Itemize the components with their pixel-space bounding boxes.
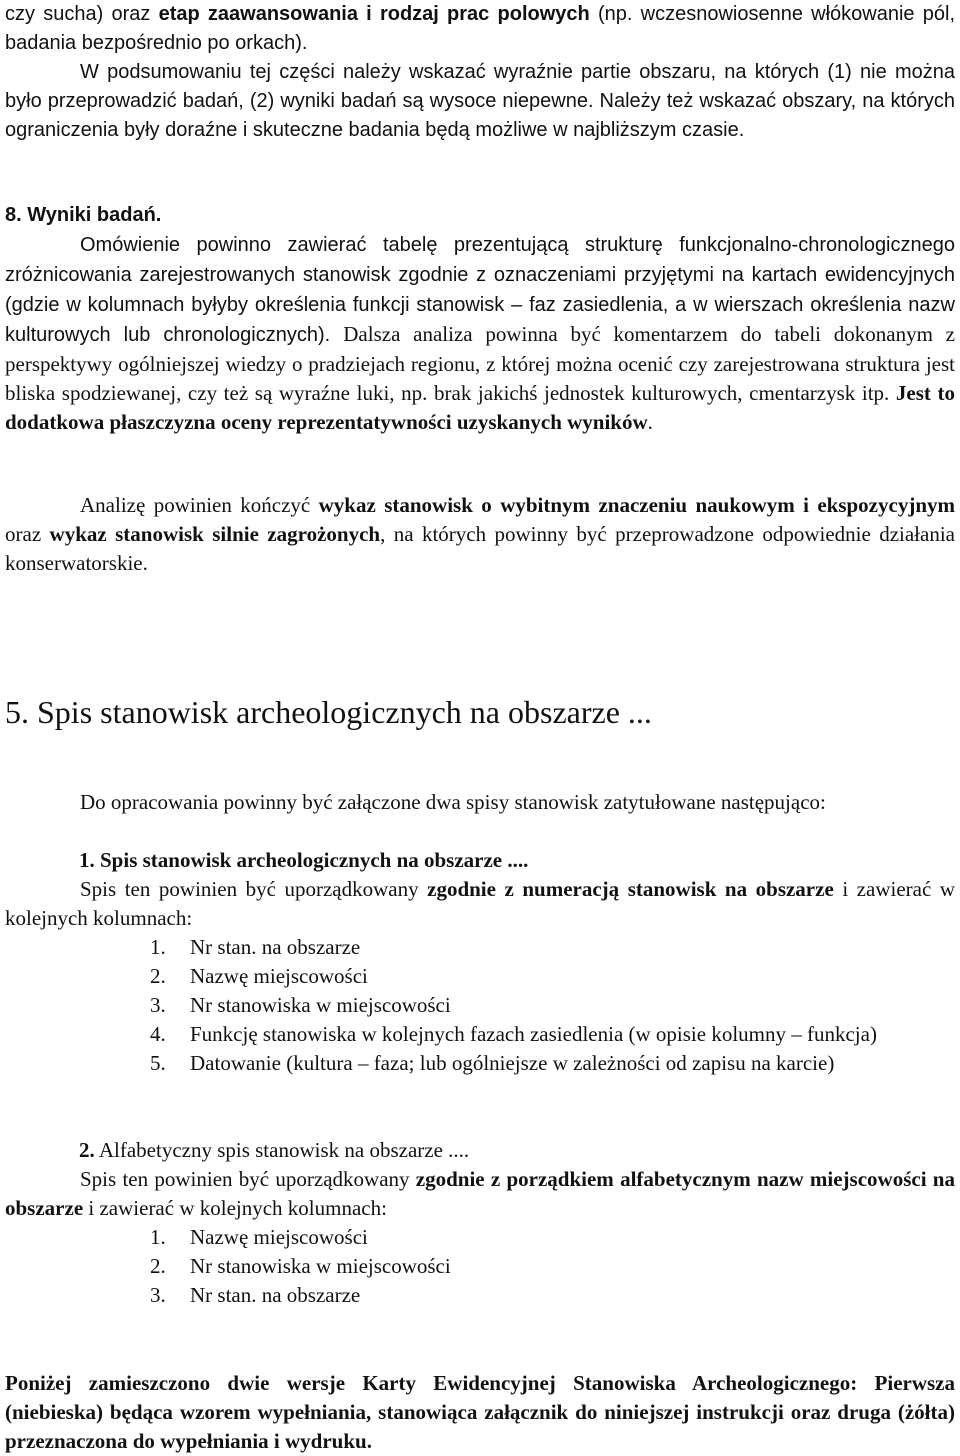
list-2-desc-end: i zawierać w kolejnych kolumnach: <box>83 1196 387 1220</box>
section-5-heading: 5. Spis stanowisk archeologicznych na obszarze ... <box>5 694 652 730</box>
intro-text: czy sucha) oraz <box>5 3 159 25</box>
footer-note <box>5 1369 955 1456</box>
list-item: 1. Nazwę miejscowości <box>150 1225 368 1249</box>
analysis-bold-1: wykaz stanowisk o wybitnym znaczeniu naukowym i ekspozycyjnym <box>318 493 955 517</box>
intro-text-end: (np. wczesnowiosenne włókowanie pól, badania bezpośrednio po orkach). <box>5 3 956 54</box>
results-text-serif: Dalsza analiza powinna być komentarzem do tabeli dokonanym z perspektywy ogólniejszej wiedzy o pradziejach regionu, z której można ocenić czy zarejestrowana struktura jest bliska spodziewanej, czy też są wyraźne luki, np. brak jakichś jednostek kulturowych, cmentarzysk itp. <box>5 322 955 405</box>
analysis-bold-2: wykaz stanowisk silnie zagrożonych <box>49 522 381 546</box>
section-8-heading <box>5 201 955 230</box>
intro-paragraph <box>5 0 955 58</box>
list-2-description <box>5 1165 955 1223</box>
list-1-description <box>5 875 955 933</box>
intro-bold: etap zaawansowania i rodzaj prac polowych <box>158 3 590 25</box>
list-item: 4. Funkcję stanowiska w kolejnych fazach zasiedlenia (w opisie kolumny – funkcja) <box>150 1022 877 1046</box>
list-2-columns <box>0 1223 955 1310</box>
footer-note-text: Poniżej zamieszczono dwie wersje Karty Ewidencyjnej Stanowiska Archeologicznego: Pierwsza (niebieska) będąca wzorem wypełniania, stanowiąca załącznik do niniejszej instrukcji oraz druga (żółta) przeznaczona do wypełniania i wydruku. <box>5 1371 955 1453</box>
analysis-text: Analizę powinien kończyć <box>80 493 319 517</box>
results-paragraph <box>5 230 955 437</box>
list-1-desc-text: Spis ten powinien być uporządkowany <box>80 877 428 901</box>
analysis-text-end: , na których powinny być przeprowadzone odpowiednie działania konserwatorskie. <box>5 522 955 575</box>
list-item: 2. Nazwę miejscowości <box>150 964 368 988</box>
list-item: 3. Nr stan. na obszarze <box>150 1283 361 1307</box>
list-1-desc-bold: zgodnie z numeracją stanowisk na obszarze <box>427 877 834 901</box>
list-item: 2. Nr stanowiska w miejscowości <box>150 1254 451 1278</box>
analysis-paragraph <box>5 491 955 578</box>
list-2-desc-text: Spis ten powinien być uporządkowany <box>80 1167 416 1191</box>
list-2-heading-text: Alfabetyczny spis stanowisk na obszarze .... <box>98 1138 470 1162</box>
list-1-desc-end: i zawierać w kolejnych kolumnach: <box>5 877 955 930</box>
summary-paragraph: W podsumowaniu tej części należy wskazać wyraźnie partie obszaru, na których (1) nie można było przeprowadzić badań, (2) wyniki badań są wysoce niepewne. Należy też wskazać obszary, na których ograniczenia były doraźne i skuteczne badania będą możliwe w najbliższym czasie. <box>5 61 955 141</box>
list-1-heading <box>79 846 528 875</box>
list-2-heading-num: 2. <box>79 1138 95 1162</box>
results-end: . <box>647 410 653 434</box>
list-item: 3. Nr stanowiska w miejscowości <box>150 993 451 1017</box>
list-item: 1. Nr stan. na obszarze <box>150 935 361 959</box>
list-1-heading-text: 1. Spis stanowisk archeologicznych na obszarze .... <box>79 848 529 872</box>
section-5-intro: Do opracowania powinny być załączone dwa spisy stanowisk zatytułowane następująco: <box>80 790 826 814</box>
section-8-heading-text: 8. Wyniki badań. <box>5 204 162 226</box>
list-1-columns <box>0 933 955 1078</box>
results-text-sans: Omówienie powinno zawierać tabelę prezentującą strukturę funkcjonalno-chronologicznego zróżnicowania zarejestrowanych stanowisk zgodnie z oznaczeniami przyjętymi na kartach ewidencyjnych (gdzie w kolumnach byłyby określenia funkcji stanowisk – faz zasiedlenia, a w wierszach określenia nazw kulturowych lub chronologicznych). <box>5 234 955 346</box>
list-2-desc-bold: zgodnie z porządkiem alfabetycznym nazw miejscowości na obszarze <box>5 1167 955 1220</box>
list-2-heading <box>79 1136 469 1165</box>
results-bold: Jest to dodatkowa płaszczyzna oceny reprezentatywności uzyskanych wyników <box>5 381 955 434</box>
analysis-text-mid: oraz <box>5 522 50 546</box>
list-item: 5. Datowanie (kultura – faza; lub ogólniejsze w zależności od zapisu na karcie) <box>150 1051 835 1075</box>
